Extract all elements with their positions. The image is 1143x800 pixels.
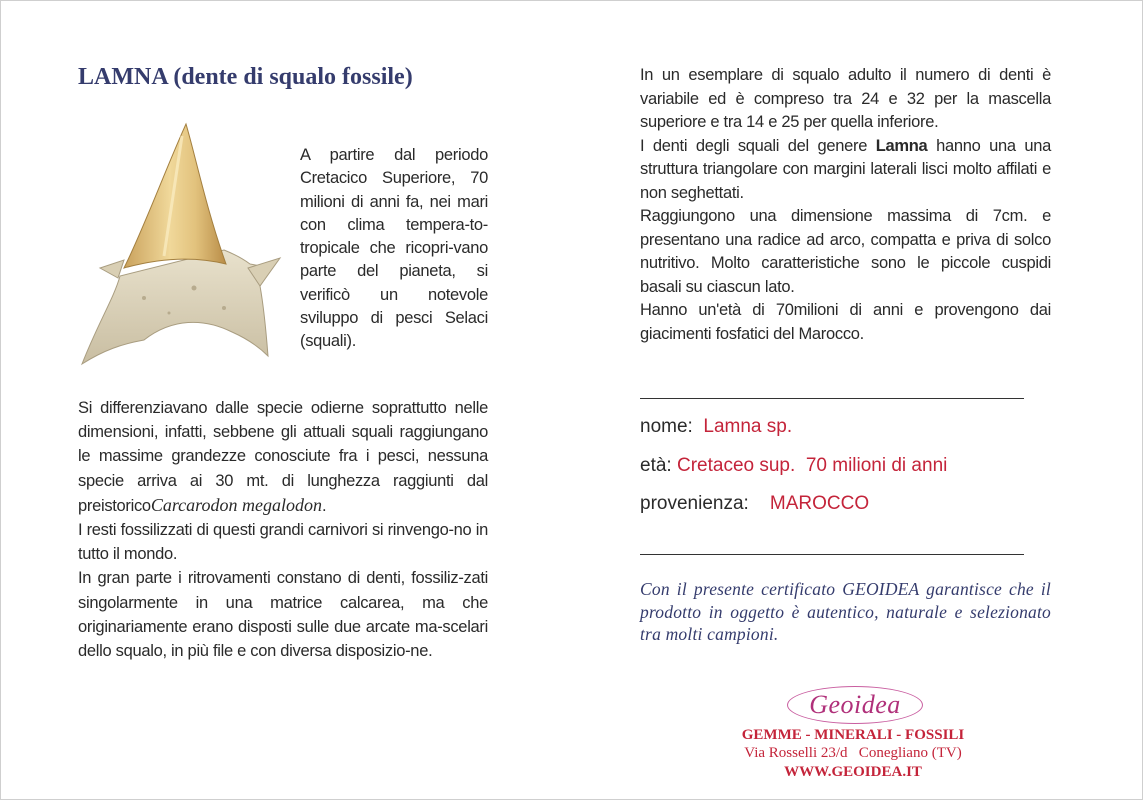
paragraph-dimensions-end: .: [321, 496, 327, 515]
paragraph-dimension: Raggiungono una dimensione massima di 7cm. e presentano una radice ad arco, compatta e priva di solco nutritivo. Molto caratteristiche sono le piccole cuspidi basali su ciascun lato.: [640, 207, 1051, 296]
brand-address: Via Rosselli 23/d Conegliano (TV): [744, 745, 962, 761]
field-name-label: nome:: [640, 416, 693, 437]
page-title: LAMNA (dente di squalo fossile): [78, 64, 413, 90]
geoidea-logo: [787, 686, 923, 724]
left-body-text: [78, 396, 488, 663]
species-name: Carcarodon megalodon: [150, 494, 322, 515]
field-age-label: età:: [640, 455, 672, 476]
paragraph-teeth-count: In un esemplare di squalo adulto il numero di denti è variabile ed è compreso tra 24 e 32 per la mascella superiore e tra 14 e 25 per quella inferiore.: [640, 66, 1051, 131]
paragraph-dimensions: [78, 396, 488, 518]
field-name-value: Lamna sp.: [703, 416, 793, 437]
field-origin: [640, 493, 869, 515]
field-name: [640, 416, 792, 438]
field-age: [640, 455, 947, 477]
paragraph-remains: I resti fossilizzati di questi grandi carnivori si rinvengo-no in tutto il mondo.: [78, 521, 488, 564]
field-origin-value: MAROCCO: [769, 493, 870, 514]
certificate-statement: Con il presente certificato GEOIDEA garantisce che il prodotto in oggetto è autentico, naturale e selezionato tra molti campioni.: [640, 579, 1051, 644]
paragraph-findings: In gran parte i ritrovamenti constano di denti, fossiliz-zati singolarmente in una matrice calcarea, ma che originariamente erano disposti sulle due arcate ma-scelari dello squalo, in più file e con diversa disposizio-ne.: [78, 569, 488, 661]
teeth-structure-end: hanno una una struttura triangolare con margini laterali lisci molto affilati e non seghettati.: [640, 136, 1051, 202]
right-body-text: [640, 64, 1051, 346]
divider-bottom: [640, 554, 1024, 555]
paragraph-dimensions-text: Si differenziavano dalle specie odierne soprattutto nelle dimensioni, infatti, sebbene gli attuali squali raggiungano le massime grandezze conosciute fra i pesci, nessuna specie arriva ai 30 mt. di lunghezza raggiunti dal preistorico: [78, 399, 488, 515]
brand-tagline: GEMME - MINERALI - FOSSILI: [741, 727, 965, 743]
paragraph-teeth-structure: [640, 135, 1051, 206]
shark-tooth-image: [74, 118, 290, 372]
teeth-structure-start: I denti degli squali del genere: [640, 136, 868, 155]
brand-website: WWW.GEOIDEA.IT: [784, 764, 922, 780]
logo-text: Geoidea: [809, 690, 901, 719]
paragraph-origin: Hanno un'età di 70milioni di anni e provengono dai giacimenti fosfatici del Marocco.: [640, 301, 1051, 343]
divider-top: [640, 398, 1024, 399]
field-origin-label: provenienza:: [640, 493, 749, 514]
genus-name: Lamna: [875, 136, 928, 155]
field-age-value: Cretaceo sup. 70 milioni di anni: [676, 455, 948, 476]
intro-paragraph: A partire dal periodo Cretacico Superiore, 70 milioni di anni fa, nei mari con clima tempera-to-tropicale che ricopri-vano parte del pianeta, si verificò un notevole sviluppo di pesci Selaci (squali).: [300, 146, 488, 351]
